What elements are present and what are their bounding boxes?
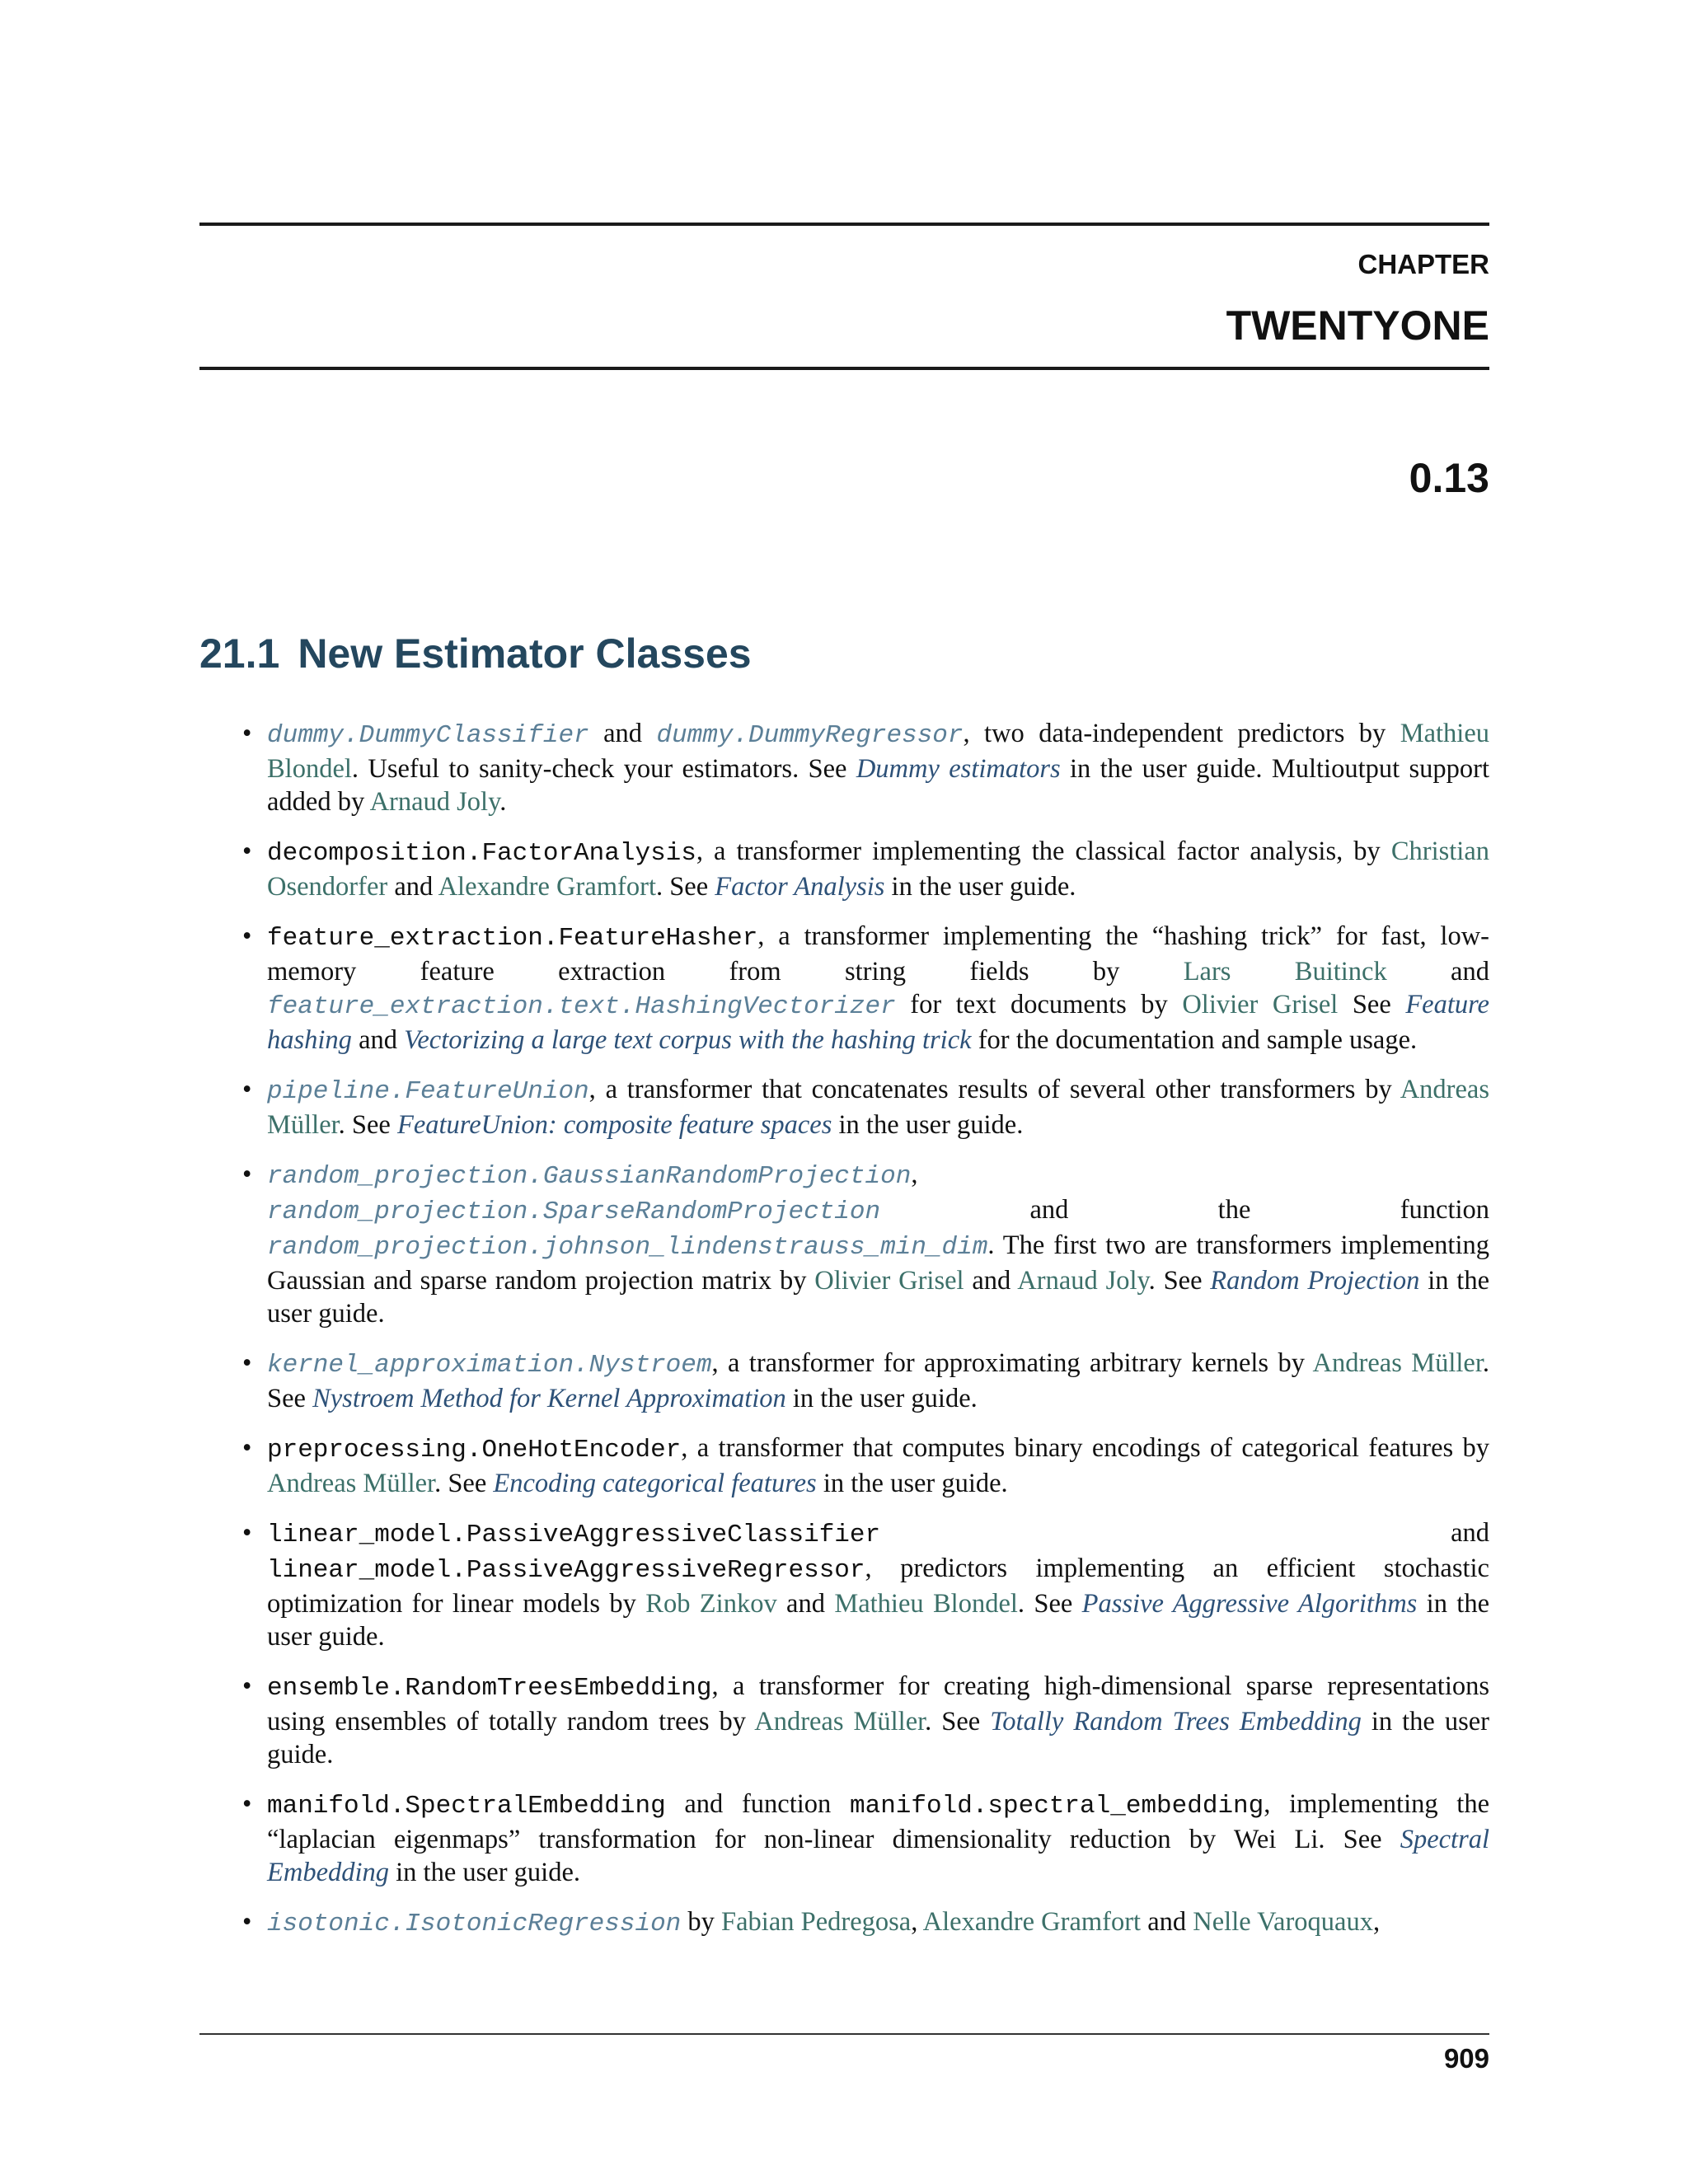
list-item: [267, 920, 1489, 1057]
text: , a transformer that concatenates results of several other transformers by: [588, 1075, 1400, 1104]
text: ,: [911, 1160, 918, 1189]
code-text: manifold.spectral_embedding: [849, 1792, 1264, 1821]
text: and: [1141, 1907, 1193, 1937]
text: , a transformer implementing the “hashing trick” for fast, low-memory feature extraction from string fields by: [267, 921, 1489, 987]
list-item: [267, 1905, 1489, 1941]
person-link[interactable]: Lars Buitinck: [1183, 957, 1387, 987]
list-item: [267, 1432, 1489, 1500]
text: in the user guide.: [816, 1469, 1008, 1498]
text: . See: [1017, 1589, 1082, 1619]
text: . See: [1148, 1266, 1211, 1296]
text: and function: [665, 1789, 850, 1819]
list-item: [267, 1158, 1489, 1330]
doc-link[interactable]: Random Projection: [1210, 1266, 1420, 1296]
text: . See: [267, 1348, 1490, 1413]
page-number: 909: [1443, 2043, 1489, 2074]
code-text: manifold.SpectralEmbedding: [267, 1792, 666, 1821]
list-item: [267, 717, 1489, 818]
person-link[interactable]: Nelle Varoquaux: [1193, 1907, 1373, 1937]
api-link[interactable]: random_projection.SparseRandomProjection: [267, 1197, 881, 1226]
person-link[interactable]: Arnaud Joly: [369, 787, 500, 817]
text: See: [1338, 990, 1406, 1019]
person-link[interactable]: Rob Zinkov: [645, 1589, 777, 1619]
code-text: decomposition.FactorAnalysis: [267, 839, 696, 868]
api-link[interactable]: pipeline.FeatureUnion: [267, 1077, 589, 1106]
api-link[interactable]: random_projection.GaussianRandomProjection: [267, 1162, 912, 1191]
estimator-list: [267, 717, 1489, 1957]
text: . The first two are transformers implementing Gaussian and sparse random projection matrix by: [267, 1230, 1489, 1296]
doc-link[interactable]: Nystroem Method for Kernel Approximation: [312, 1384, 786, 1413]
text: . See: [434, 1469, 494, 1498]
doc-link[interactable]: Passive Aggressive Algorithms: [1081, 1589, 1418, 1619]
chapter-rule: [199, 367, 1489, 370]
doc-link[interactable]: Factor Analysis: [715, 872, 885, 902]
api-link[interactable]: dummy.DummyClassifier: [267, 721, 589, 750]
text: and: [351, 1025, 405, 1055]
text: , a transformer implementing the classical factor analysis, by: [696, 837, 1391, 866]
api-link[interactable]: feature_extraction.text.HashingVectorizer: [267, 992, 896, 1021]
list-item: [267, 1670, 1489, 1771]
top-rule: [199, 223, 1489, 226]
doc-link[interactable]: Spectral Embedding: [267, 1825, 1489, 1887]
api-link[interactable]: dummy.DummyRegressor: [656, 721, 964, 750]
text: , two data-independent predictors by: [963, 719, 1400, 748]
doc-link[interactable]: Vectorizing a large text corpus with the hashing trick: [404, 1025, 972, 1055]
text: , a transformer for creating high-dimensional sparse representations using ensembles of totally random trees by: [267, 1671, 1489, 1736]
text: and: [964, 1266, 1018, 1296]
person-link[interactable]: Mathieu Blondel: [834, 1589, 1018, 1619]
list-item: [267, 1516, 1489, 1653]
person-link[interactable]: Andreas Müller: [267, 1075, 1489, 1140]
text: by: [681, 1907, 722, 1937]
api-link[interactable]: kernel_approximation.Nystroem: [267, 1351, 712, 1380]
text: . See: [925, 1707, 991, 1736]
text: and: [1386, 957, 1489, 987]
api-link[interactable]: isotonic.IsotonicRegression: [267, 1910, 682, 1938]
person-link[interactable]: Arnaud Joly: [1017, 1266, 1149, 1296]
text: . See: [655, 872, 715, 902]
person-link[interactable]: Alexandre Gramfort: [438, 872, 656, 902]
person-link[interactable]: Olivier Grisel: [1182, 990, 1339, 1019]
text: for text documents by: [895, 990, 1183, 1019]
text: in the user guide.: [832, 1110, 1024, 1140]
text: . Useful to sanity-check your estimators. See: [351, 754, 856, 784]
text: . See: [338, 1110, 397, 1140]
section-title: New Estimator Classes: [298, 630, 752, 677]
text: in the user guide.: [267, 1589, 1489, 1652]
code-text: preprocessing.OneHotEncoder: [267, 1436, 682, 1465]
code-text: feature_extraction.FeatureHasher: [267, 924, 758, 953]
text: in the user guide.: [884, 872, 1076, 902]
person-link[interactable]: Andreas Müller: [267, 1469, 435, 1498]
doc-link[interactable]: Encoding categorical features: [493, 1469, 817, 1498]
api-link[interactable]: random_projection.johnson_lindenstrauss_min_dim: [267, 1233, 988, 1262]
person-link[interactable]: Olivier Grisel: [814, 1266, 964, 1296]
footer-rule: [199, 2033, 1489, 2035]
section-heading: [199, 630, 752, 677]
section-number: 21.1: [199, 630, 280, 677]
chapter-label: CHAPTER: [1357, 249, 1489, 279]
code-text: linear_model.PassiveAggressiveClassifier: [267, 1521, 881, 1549]
text: , a transformer for approximating arbitrary kernels by: [711, 1348, 1313, 1378]
list-item: [267, 1073, 1489, 1141]
doc-link[interactable]: Totally Random Trees Embedding: [990, 1707, 1362, 1736]
text: in the user guide.: [785, 1384, 978, 1413]
text: in the user guide.: [389, 1858, 580, 1887]
person-link[interactable]: Fabian Pedregosa: [721, 1907, 912, 1937]
text: in the user guide.: [267, 1266, 1489, 1329]
list-item: [267, 1788, 1489, 1889]
text: ,: [1372, 1907, 1381, 1937]
person-link[interactable]: Mathieu Blondel: [267, 719, 1489, 784]
text: ,: [911, 1907, 923, 1937]
text: , predictors implementing an efficient stochastic optimization for linear models by: [267, 1554, 1489, 1619]
list-item: [267, 1347, 1489, 1415]
doc-link[interactable]: FeatureUnion: composite feature spaces: [396, 1110, 832, 1140]
text: for the documentation and sample usage.: [971, 1025, 1418, 1055]
text: .: [499, 787, 507, 817]
person-link[interactable]: Christian Osendorfer: [267, 837, 1489, 902]
text: and the function: [880, 1195, 1489, 1225]
code-text: linear_model.PassiveAggressiveRegressor: [267, 1556, 865, 1585]
list-item: [267, 835, 1489, 903]
text: and: [387, 872, 438, 902]
text: in the user guide. Multioutput support added by: [267, 754, 1489, 817]
text: and: [880, 1518, 1489, 1548]
code-text: ensemble.RandomTreesEmbedding: [267, 1674, 712, 1703]
text: and: [776, 1589, 835, 1619]
text: and: [588, 719, 657, 748]
text: , a transformer that computes binary encodings of categorical features by: [681, 1433, 1489, 1463]
doc-link[interactable]: Dummy estimators: [856, 754, 1061, 784]
doc-link[interactable]: Feature hashing: [267, 990, 1489, 1055]
chapter-name: TWENTYONE: [1226, 302, 1489, 349]
version-title: 0.13: [1409, 455, 1489, 501]
person-link[interactable]: Andreas Müller: [754, 1707, 926, 1736]
text: , implementing the “laplacian eigenmaps” transformation for non-linear dimensionality reduction by Wei Li. See: [267, 1789, 1490, 1854]
person-link[interactable]: Andreas Müller: [1312, 1348, 1483, 1378]
person-link[interactable]: Alexandre Gramfort: [922, 1907, 1142, 1937]
text: in the user guide.: [267, 1707, 1489, 1769]
